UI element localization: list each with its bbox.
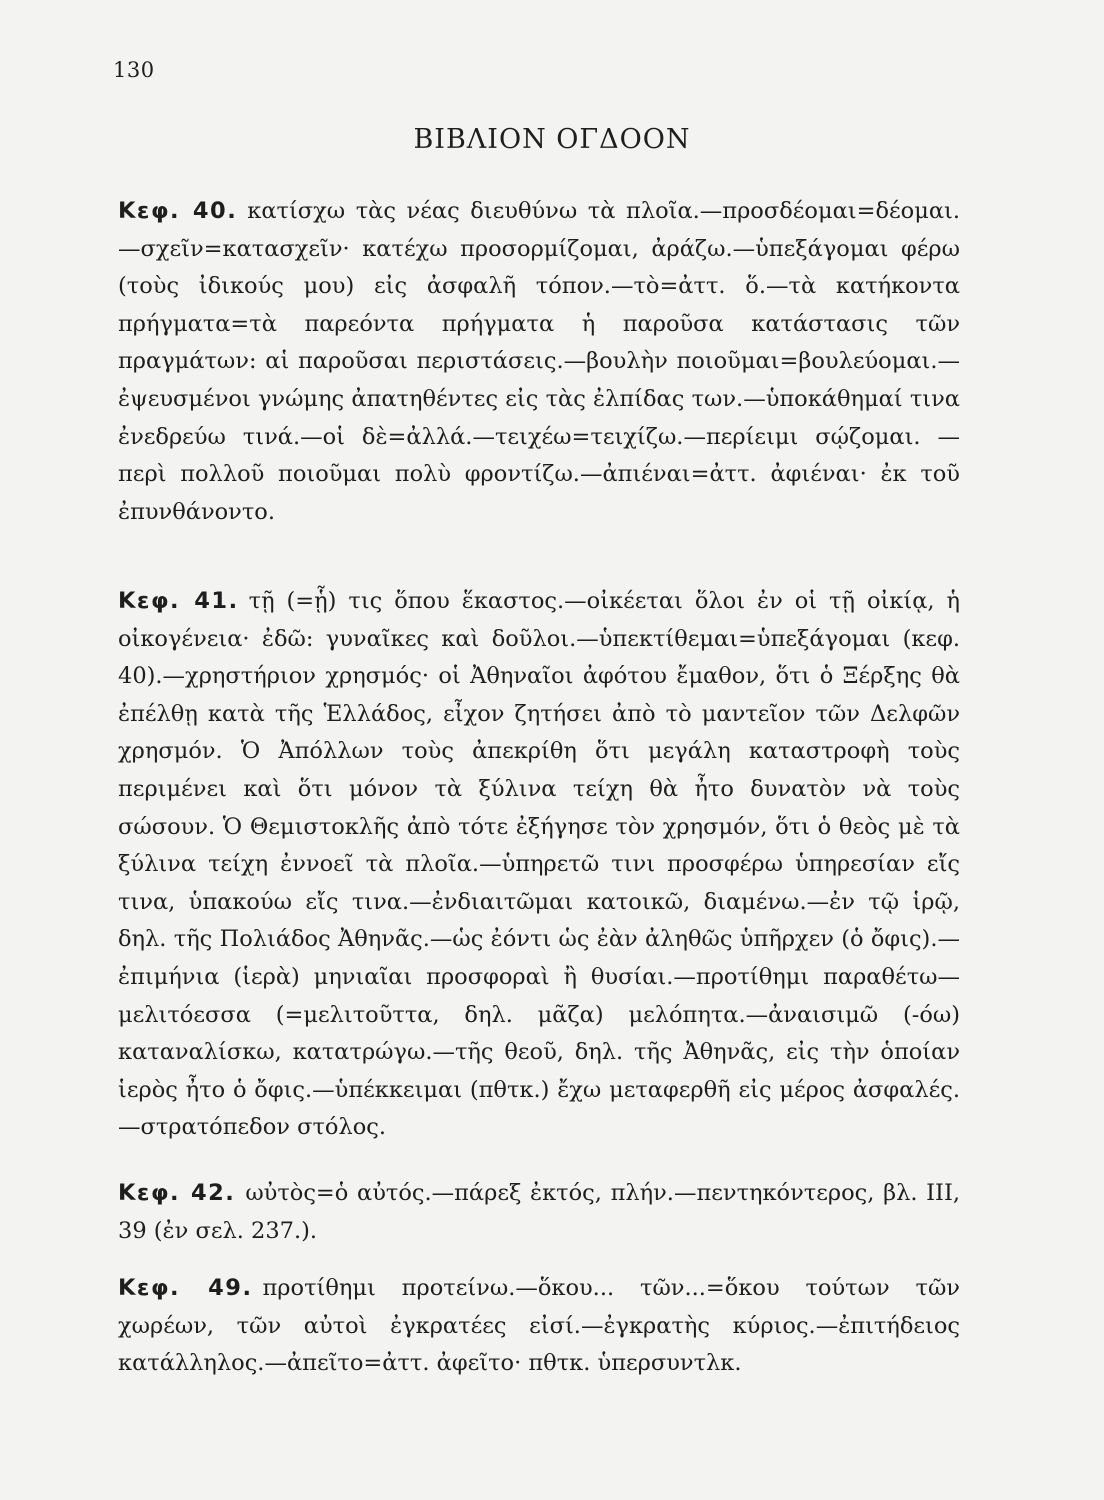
chapter-42-label: Κεφ. 42. xyxy=(118,1180,236,1206)
chapter-40-text: κατίσχω τὰς νέας διευθύνω τὰ πλοῖα.—προσδέομαι=δέομαι.—σχεῖν=κατασχεῖν· κατέχω προσορμίζομαι, ἀράζω.—ὑπεξάγομαι φέρω (τοὺς ἰδικούς μου) εἰς ἀσφαλῆ τόπον.—τὸ=ἀττ. ὅ.—τὰ κατήκοντα πρήγματα=τὰ παρεόντα πρήγματα ἡ παροῦσα κατάστασις τῶν πραγμάτων: αἱ παροῦσαι περιστάσεις.—βουλὴν ποιοῦμαι=βουλεύομαι.—ἐψευσμένοι γνώμης ἀπατηθέντες εἰς τὰς ἐλπίδας των.—ὑποκάθημαί τινα ἐνεδρεύω τινά.—οἱ δὲ=ἀλλά.—τειχέω=τειχίζω.—περίειμι σῴζομαι. — περὶ πολλοῦ ποιοῦμαι πολὺ φροντίζω.—ἀπιέναι=ἀττ. ἀφιέναι· ἐκ τοῦ ἐπυνθάνοντο. xyxy=(118,198,960,525)
chapter-40-label: Κεφ. 40. xyxy=(118,198,238,224)
chapter-49-text: προτίθημι προτείνω.—ὅκου... τῶν...=ὅκου τούτων τῶν χωρέων, τῶν αὐτοὶ ἐγκρατέες εἰσί.—ἐγκρατὴς κύριος.—ἐπιτήδειος κατάλληλος.—ἀπεῖτο=ἀττ. ἀφεῖτο· πθτκ. ὑπερσυντλκ. xyxy=(118,1275,960,1377)
chapter-40-paragraph xyxy=(118,193,960,531)
page-number: 130 xyxy=(113,58,155,82)
book-title: ΒΙΒΛΙΟΝ ΟΓΔΟΟΝ xyxy=(413,124,691,155)
chapter-42-text: ωὐτὸς=ὁ αὐτός.—πάρεξ ἐκτός, πλήν.—πεντηκόντερος, βλ. III, 39 (ἐν σελ. 237.). xyxy=(118,1180,960,1244)
chapter-42-paragraph xyxy=(118,1175,960,1250)
chapter-49-label: Κεφ. 49. xyxy=(118,1275,253,1301)
chapter-49-paragraph xyxy=(118,1270,960,1383)
chapter-41-label: Κεφ. 41. xyxy=(118,588,239,614)
chapter-41-paragraph xyxy=(118,583,960,1147)
chapter-41-text: τῇ (=ᾗ) τις ὅπου ἕκαστος.—οἰκέεται ὅλοι ἐν οἱ τῇ οἰκίᾳ, ἡ οἰκογένεια· ἐδῶ: γυναῖκες καὶ δοῦλοι.—ὑπεκτίθεμαι=ὑπεξάγομαι (κεφ. 40).—χρηστήριον χρησμός· οἱ Ἀθηναῖοι ἀφότου ἔμαθον, ὅτι ὁ Ξέρξης θὰ ἐπέλθῃ κατὰ τῆς Ἑλλάδος, εἶχον ζητήσει ἀπὸ τὸ μαντεῖον τῶν Δελφῶν χρησμόν. Ὁ Ἀπόλλων τοὺς ἀπεκρίθη ὅτι μεγάλη καταστροφὴ τοὺς περιμένει καὶ ὅτι μόνον τὰ ξύλινα τείχη θὰ ἦτο δυνατὸν νὰ τοὺς σώσουν. Ὁ Θεμιστοκλῆς ἀπὸ τότε ἐξήγησε τὸν χρησμόν, ὅτι ὁ θεὸς μὲ τὰ ξύλινα τείχη ἐννοεῖ τὰ πλοῖα.—ὑπηρετῶ τινι προσφέρω ὑπηρεσίαν εἴς τινα, ὑπακούω εἴς τινα.—ἐνδιαιτῶμαι κατοικῶ, διαμένω.—ἐν τῷ ἱρῷ, δηλ. τῆς Πολιάδος Ἀθηνᾶς.—ὡς ἐόντι ὡς ἐὰν ἀληθῶς ὑπῆρχεν (ὁ ὄφις).—ἐπιμήνια (ἱερὰ) μηνιαῖαι προσφοραὶ ἢ θυσίαι.—προτίθημι παραθέτω— μελιτόεσσα (=μελιτοῦττα, δηλ. μᾶζα) μελόπητα.—ἀναισιμῶ (-όω) καταναλίσκω, κατατρώγω.—τῆς θεοῦ, δηλ. τῆς Ἀθηνᾶς, εἰς τὴν ὁποίαν ἱερὸς ἦτο ὁ ὄφις.—ὑπέκκειμαι (πθτκ.) ἔχω μεταφερθῆ εἰς μέρος ἀσφαλές.—στρατόπεδον στόλος. xyxy=(118,588,960,1141)
